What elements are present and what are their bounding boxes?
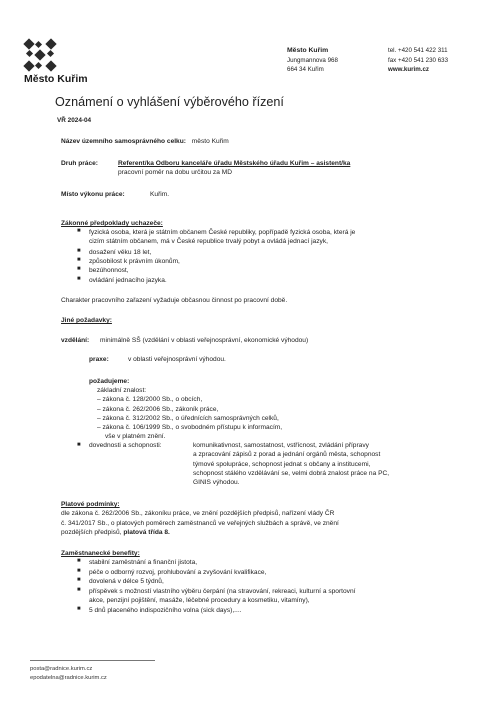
contact-line: fax +420 541 230 633 xyxy=(388,56,449,64)
authority-label: Název územního samosprávného celku: xyxy=(61,138,186,145)
benefits-heading: Zaměstnanecké benefity: xyxy=(61,550,140,557)
bullet: ■ xyxy=(77,266,81,272)
benefit-item: akce, penzijní pojištění, masáže, léčebné procedury a kosmetiku, vitamíny), xyxy=(89,597,310,604)
skills-line: schopnost stálého vzdělávání se, velmi dobrá znalost práce na PC, xyxy=(193,470,390,477)
position-name: Referent/ka Odboru kanceláře úřadu Městského úřadu Kuřim – asistent/ka xyxy=(118,160,351,167)
benefit-item: 5 dnů placeného indispozičního volna (sick days),.... xyxy=(89,607,242,614)
reference-number: VŘ 2024-04 xyxy=(57,117,92,124)
footer-email[interactable]: epodatelna@radnice.kurim.cz xyxy=(30,675,107,681)
salary-line: dle zákona č. 262/2006 Sb., zákoníku práce, ve znění pozdějších předpisů, nařízení vlády ČR xyxy=(61,510,335,517)
law-text: zákona č. 262/2006 Sb., zákoník práce, xyxy=(102,406,219,413)
place-label: Místo výkonu práce: xyxy=(61,191,125,198)
other-heading: Jiné požadavky: xyxy=(61,317,112,324)
contact-line: tel. +420 541 422 311 xyxy=(388,47,448,54)
bullet: ■ xyxy=(77,257,81,263)
benefit-item: stabilní zaměstnání a finanční jistota, xyxy=(89,559,198,566)
education-label: vzdělání: xyxy=(61,337,90,344)
bullet: ■ xyxy=(77,568,81,574)
logo-name: Město Kuřim xyxy=(24,73,88,85)
education-value: minimálně SŠ (vzdělání v oblasti veřejnosprávní, ekonomické výhodou) xyxy=(100,337,309,344)
bullet: ■ xyxy=(77,248,81,254)
address-block xyxy=(287,46,338,75)
skills-line: týmové spolupráce, schopnost jednat s občany a institucemi, xyxy=(193,461,371,468)
preferred-label: požadujeme: xyxy=(89,378,130,385)
work-note: Charakter pracovního zařazení vyžaduje občasnou činnost po pracovní době. xyxy=(61,297,288,304)
bullet: ■ xyxy=(77,442,81,448)
skills-line: a zpracování zápisů z porad a jednání orgánů města, schopnost xyxy=(193,451,381,458)
salary-last-line: pozdějších předpisů, xyxy=(61,529,122,536)
salary-line: č. 341/2017 Sb., o platových poměrech zaměstnanců ve veřejných službách a správě, ve znění xyxy=(61,520,339,527)
law-text: zákona č. 128/2000 Sb., o obcích, xyxy=(102,396,203,403)
bullet: ■ xyxy=(77,228,81,234)
legal-item: bezúhonnost, xyxy=(89,267,129,274)
page-title: Oznámení o vyhlášení výběrového řízení xyxy=(55,95,284,109)
legal-item: fyzická osoba, která je státním občanem České republiky, popřípadě fyzická osoba, která je xyxy=(89,229,356,236)
contact-block xyxy=(388,46,448,75)
bullet: ■ xyxy=(77,558,81,564)
law-text: zákona č. 106/1999 Sb., o svobodném přístupu k informacím, xyxy=(102,424,283,431)
laws-suffix: vše v platném znění. xyxy=(105,433,166,440)
footer-divider xyxy=(30,660,155,661)
position-contract: pracovní poměr na dobu určitou za MD xyxy=(118,169,232,176)
practice-value: v oblasti veřejnosprávní výhodou. xyxy=(128,356,226,363)
address-line: Město Kuřim xyxy=(287,47,329,54)
legal-item: dosažení věku 18 let, xyxy=(89,249,152,256)
legal-item: cizím státním občanem, má v České republice trvalý pobyt a ovládá jednací jazyk, xyxy=(89,238,328,245)
law-item: – zákona č. 128/2000 Sb., o obcích, xyxy=(97,396,203,403)
benefit-item: péče o odborný rozvoj, prohlubování a zvyšování kvalifikace, xyxy=(89,569,267,576)
law-text: zákona č. 312/2002 Sb., o úřednících samosprávných celků, xyxy=(102,415,279,422)
authority-value: město Kuřim xyxy=(191,138,229,145)
place-value: Kuřim. xyxy=(150,191,170,198)
benefit-item: příspěvek s možností vlastního výběru čerpání (na stravování, rekreaci, kulturní a sportovní xyxy=(89,588,356,595)
address-line: 664 34 Kuřim xyxy=(287,66,324,74)
law-item: – zákona č. 312/2002 Sb., o úřednících samosprávných celků, xyxy=(97,415,279,422)
salary-line xyxy=(61,528,170,537)
bullet: ■ xyxy=(77,606,81,612)
address-line: Jungmannova 968 xyxy=(287,56,338,64)
salary-heading: Platové podmínky: xyxy=(61,501,120,508)
skills-line: GINIS výhodou. xyxy=(193,479,240,486)
authority-row xyxy=(61,137,229,146)
skills-line: komunikativnost, samostatnost, vstřícnost, zvládání přípravy xyxy=(193,442,369,449)
city-logo-icon xyxy=(22,37,58,73)
bullet: ■ xyxy=(77,587,81,593)
legal-item: ovládání jednacího jazyka. xyxy=(89,277,167,284)
contact-line: www.kurim.cz xyxy=(388,66,430,74)
legal-heading: Zákonné předpoklady uchazeče: xyxy=(61,220,163,227)
bullet: ■ xyxy=(77,577,81,583)
law-item: – zákona č. 106/1999 Sb., o svobodném přístupu k informacím, xyxy=(97,424,283,431)
salary-class: platová třída 8. xyxy=(123,529,170,536)
law-item: – zákona č. 262/2006 Sb., zákoník práce, xyxy=(97,406,219,413)
footer xyxy=(30,665,107,683)
position-label: Druh práce: xyxy=(61,160,99,167)
knowledge-label: základní znalost: xyxy=(97,387,147,394)
practice-label: praxe: xyxy=(89,356,109,363)
legal-item: způsobilost k právním úkonům, xyxy=(89,258,180,265)
footer-email[interactable]: posta@radnice.kurim.cz xyxy=(30,666,93,672)
skills-label: dovednosti a schopnosti: xyxy=(89,442,162,449)
benefit-item: dovolená v délce 5 týdnů, xyxy=(89,578,164,585)
bullet: ■ xyxy=(77,276,81,282)
